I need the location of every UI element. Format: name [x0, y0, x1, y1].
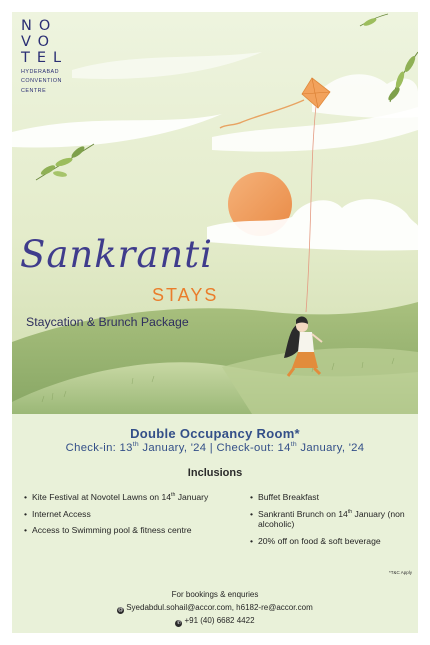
novotel-logo — [21, 18, 91, 94]
sankranti-script-title: Sankranti — [20, 233, 213, 276]
checkin-sup: th — [132, 441, 139, 449]
contact-phone[interactable]: +91 (40) 6682 4422 — [184, 615, 255, 625]
list-item: • Buffet Breakfast — [250, 492, 415, 503]
room-title: Double Occupancy Room* — [130, 426, 300, 441]
checkout-sup: th — [290, 441, 297, 449]
campaign-title — [20, 233, 250, 329]
checkin-dates — [12, 442, 418, 454]
stays-label: STAYS — [152, 285, 219, 305]
poster — [12, 12, 418, 633]
offer-details — [12, 414, 418, 633]
list-item: • Sankranti Brunch on 14th January (non alcoholic) — [250, 509, 415, 530]
logo-sub-1: HYDERABAD — [21, 69, 60, 75]
contact-heading: For bookings & enquries — [171, 590, 259, 599]
inclusions-right-list — [250, 492, 415, 552]
terms-note: *T&C Apply — [388, 570, 412, 575]
list-item: • 20% off on food & soft beverage — [250, 536, 415, 547]
logo-line-1: NO — [21, 18, 58, 34]
contact-block — [12, 589, 418, 627]
logo-sub-2: CONVENTION — [21, 78, 62, 85]
inclusions-left-list — [24, 492, 234, 542]
checkin-prefix: Check-in: 13 — [65, 442, 133, 454]
list-item: • Kite Festival at Novotel Lawns on 14th January — [24, 492, 234, 503]
contact-email[interactable]: Syedabdul.sohail@accor.com, h6182-re@accor.com — [126, 602, 313, 612]
contact-email-row[interactable] — [12, 602, 418, 615]
logo-line-3: TEL — [21, 50, 69, 66]
list-item: • Internet Access — [24, 509, 234, 520]
phone-icon: ✆ — [176, 619, 182, 626]
checkin-mid: January, '24 | Check-out: 14 — [138, 442, 291, 454]
contact-phone-row[interactable] — [12, 615, 418, 628]
inclusions-heading: Inclusions — [187, 467, 243, 479]
hero-illustration — [12, 12, 418, 414]
package-subtitle: Staycation & Brunch Package — [26, 315, 189, 329]
list-item: • Access to Swimming pool & fitness centre — [24, 525, 234, 536]
logo-sub-3: CENTRE — [21, 87, 47, 94]
checkout-suffix: January, '24 — [296, 442, 365, 454]
email-icon: @ — [118, 606, 124, 613]
logo-line-2: VO — [21, 34, 57, 50]
